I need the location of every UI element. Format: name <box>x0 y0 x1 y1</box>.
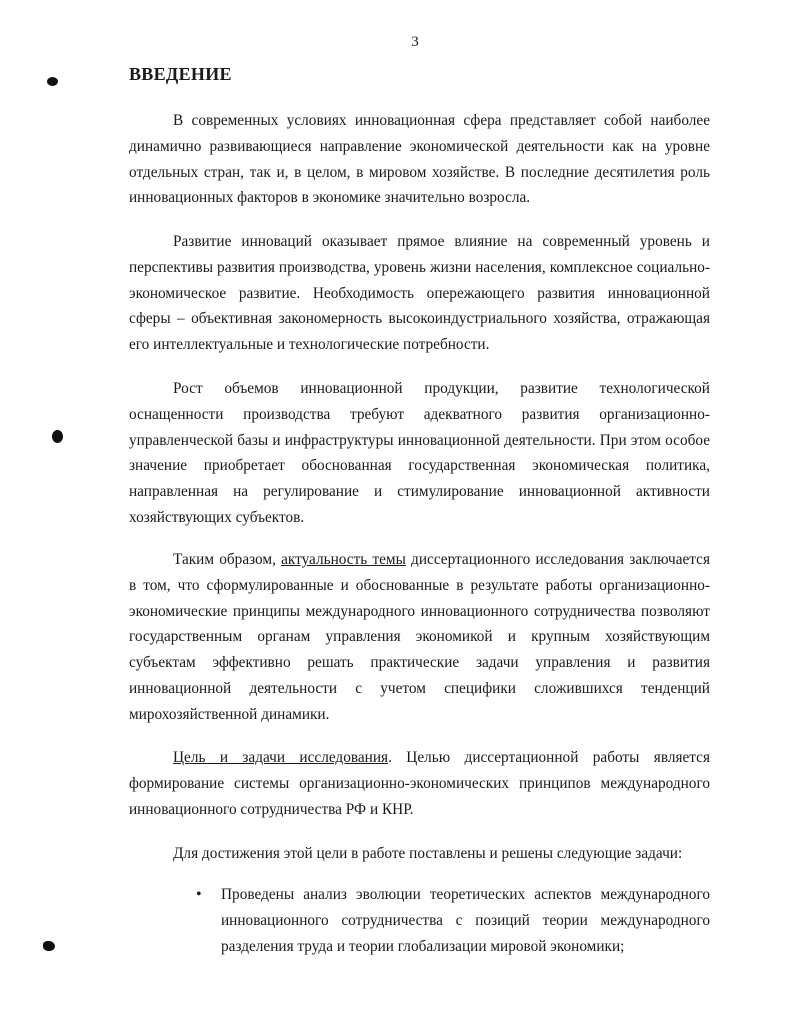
page-title: ВВЕДЕНИЕ <box>129 64 232 84</box>
relevance-prefix: Таким образом, <box>173 551 282 568</box>
scan-blot-icon <box>43 941 55 951</box>
goals-text: . Целью диссертационной работы является формирование системы организационно-экономических принципов международного инновационного сотрудничества РФ и КНР. <box>129 749 710 818</box>
paragraph-goals <box>129 745 710 822</box>
relevance-text: диссертационного исследования заключается в том, что сформулированные и обоснованные в результате работы организационно-экономические принципы международного инновационного сотрудничества позволяют государственным органам управления экономикой и крупным хозяйствующим субъектам эффективно решать практические задачи управления и развития инновационной деятельности с учетом специфики сложившихся тенденций мирохозяйственной динамики. <box>129 551 710 723</box>
paragraph-tasks-intro: Для достижения этой цели в работе поставлены и решены следующие задачи: <box>173 845 683 862</box>
list-item <box>129 882 710 959</box>
paragraph-growth: Рост объемов инновационной продукции, развитие технологической оснащенности производства требуют адекватного развития организационно-управленческой базы и инфраструктуры инновационной деятельности. При этом особое значение приобретает обоснованная государственная экономическая политика, направленная на регулирование и стимулирование инновационной активности хозяйствующих субъектов. <box>129 380 710 526</box>
bullet-icon: • <box>196 886 202 903</box>
goals-link[interactable]: Цель и задачи исследования <box>173 749 389 766</box>
page-number: 3 <box>411 34 419 50</box>
scan-blot-icon <box>47 77 58 86</box>
paragraph-innovation-development: Развитие инноваций оказывает прямое влияние на современный уровень и перспективы развития производства, уровень жизни населения, комплексное социально-экономическое развитие. Необходимость опережающего развития инновационной сферы – объективная закономерность высокоиндустриального хозяйства, отражающая его интеллектуальные и технологические потребности. <box>129 233 710 354</box>
relevance-link[interactable]: актуальность темы <box>281 551 406 568</box>
list-item-text: Проведены анализ эволюции теоретических аспектов международного инновационного сотрудничества с позиций теории международного разделения труда и теории глобализации мировой экономики; <box>221 886 710 955</box>
scan-blot-icon <box>52 430 63 443</box>
paragraph-relevance <box>129 547 710 728</box>
paragraph-intro: В современных условиях инновационная сфера представляет собой наиболее динамично развивающиеся направление экономической деятельности как на уровне отдельных стран, так и, в целом, в мировом хозяйстве. В последние десятилетия роль инновационных факторов в экономике значительно возросла. <box>129 112 710 207</box>
